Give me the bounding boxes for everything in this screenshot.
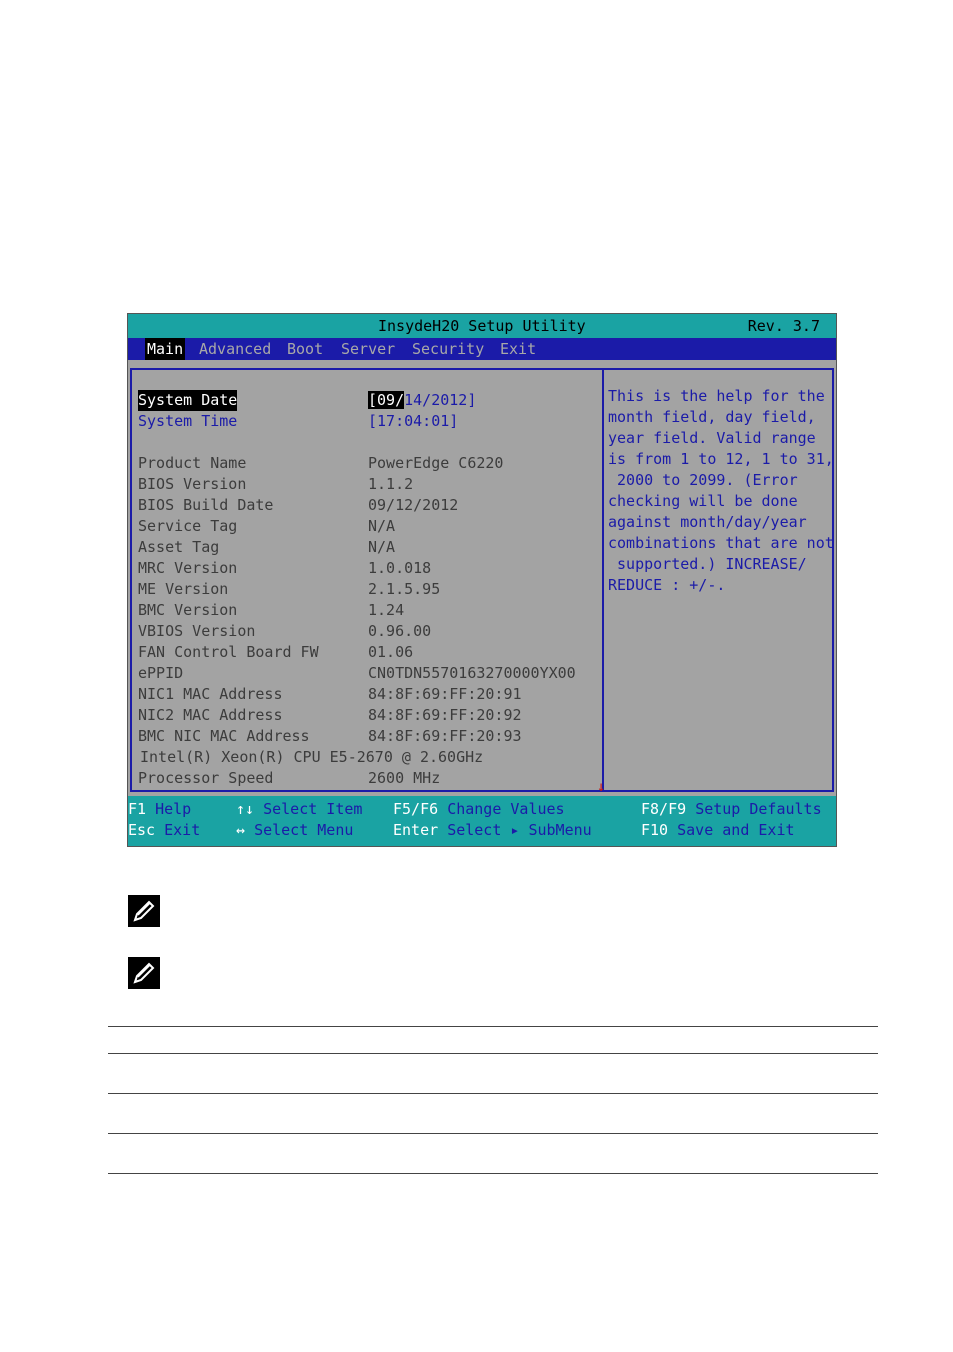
info-label: BIOS Build Date [138,496,274,514]
menu-boot[interactable]: Boot [287,340,324,358]
menu-bar [128,338,836,360]
key-f8f9 [641,799,822,820]
key-desc: Help [155,800,192,818]
menu-security[interactable]: Security [412,340,485,358]
key-desc: Change Values [447,800,565,818]
utility-title: InsydeH20 Setup Utility [378,317,586,335]
note-pencil-icon [128,957,160,989]
info-value: 2600 MHz [368,769,441,787]
info-value: 1.24 [368,601,405,619]
info-value: 01.06 [368,643,414,661]
system-time-value[interactable]: [17:04:01] [368,412,459,430]
key-label: F1 [128,800,147,818]
info-value: 0.96.00 [368,622,432,640]
info-value: N/A [368,517,396,535]
info-label: VBIOS Version [138,622,256,640]
info-label: NIC1 MAC Address [138,685,283,703]
info-value: 1.1.2 [368,475,414,493]
info-label: NIC2 MAC Address [138,706,283,724]
key-label: F5/F6 [393,800,439,818]
key-label: ↔ [236,821,246,839]
key-leftright [236,820,353,841]
system-date-value[interactable] [368,390,476,411]
bios-setup-window [127,313,837,847]
info-value: 1.0.018 [368,559,432,577]
key-label: F8/F9 [641,800,687,818]
key-label: Esc [128,821,156,839]
menu-server[interactable]: Server [341,340,396,358]
info-value: PowerEdge C6220 [368,454,504,472]
info-label: BMC NIC MAC Address [138,727,310,745]
key-desc: Save and Exit [677,821,795,839]
key-desc: Select Item [263,800,363,818]
help-text: This is the help for the month field, day field, year field. Valid range is from 1 to 12, 1 to 31, 2000 to 2099. (Error checking will be done against month/day/year combinations that are not supported.) INCREASE/ REDUCE : +/-. [608,387,834,594]
info-value: 84:8F:69:FF:20:92 [368,706,522,724]
key-label: F10 [641,821,669,839]
table-rule [108,1093,878,1094]
info-value: 09/12/2012 [368,496,459,514]
menu-exit[interactable]: Exit [500,340,537,358]
menu-main[interactable]: Main [147,340,184,358]
info-value: CN0TDN5570163270000YX00 [368,664,576,682]
key-label: Enter [393,821,439,839]
table-rule [108,1173,878,1174]
key-desc: Setup Defaults [695,800,822,818]
date-month-field[interactable]: [09/ [368,391,405,409]
key-f5f6 [393,799,565,820]
table-rule [108,1026,878,1027]
info-label: Processor Speed [138,769,274,787]
info-label: Service Tag [138,517,238,535]
key-desc: Select ▸ SubMenu [447,821,592,839]
system-time-label: System Time [138,412,238,430]
info-value: N/A [368,538,396,556]
info-label: MRC Version [138,559,238,577]
info-label: BIOS Version [138,475,247,493]
key-updown [236,799,362,820]
key-f10 [641,820,795,841]
key-legend-bar [128,796,836,846]
menu-advanced[interactable]: Advanced [199,340,272,358]
info-label: ME Version [138,580,229,598]
revision: Rev. 3.7 [747,317,820,335]
info-value: 84:8F:69:FF:20:93 [368,727,522,745]
key-f1 [128,799,191,820]
main-area [130,360,836,796]
info-label: ePPID [138,664,184,682]
table-rule [108,1053,878,1054]
key-esc [128,820,200,841]
info-label: BMC Version [138,601,238,619]
date-rest-field[interactable]: 14/2012] [404,391,477,409]
help-panel [602,368,834,792]
info-label: FAN Control Board FW [138,643,319,661]
info-label: Asset Tag [138,538,220,556]
key-desc: Select Menu [254,821,354,839]
info-value: 84:8F:69:FF:20:91 [368,685,522,703]
info-value: 2.1.5.95 [368,580,441,598]
key-enter [393,820,592,841]
scroll-down-icon[interactable]: ↓ [597,779,606,795]
key-desc: Exit [164,821,201,839]
system-date-label: System Date [138,391,238,409]
cpu-description: Intel(R) Xeon(R) CPU E5-2670 @ 2.60GHz [140,748,484,766]
key-label: ↑↓ [236,800,255,818]
note-pencil-icon [128,895,160,927]
table-rule [108,1133,878,1134]
title-bar [128,314,836,338]
settings-panel [130,368,606,795]
info-label: Product Name [138,454,247,472]
